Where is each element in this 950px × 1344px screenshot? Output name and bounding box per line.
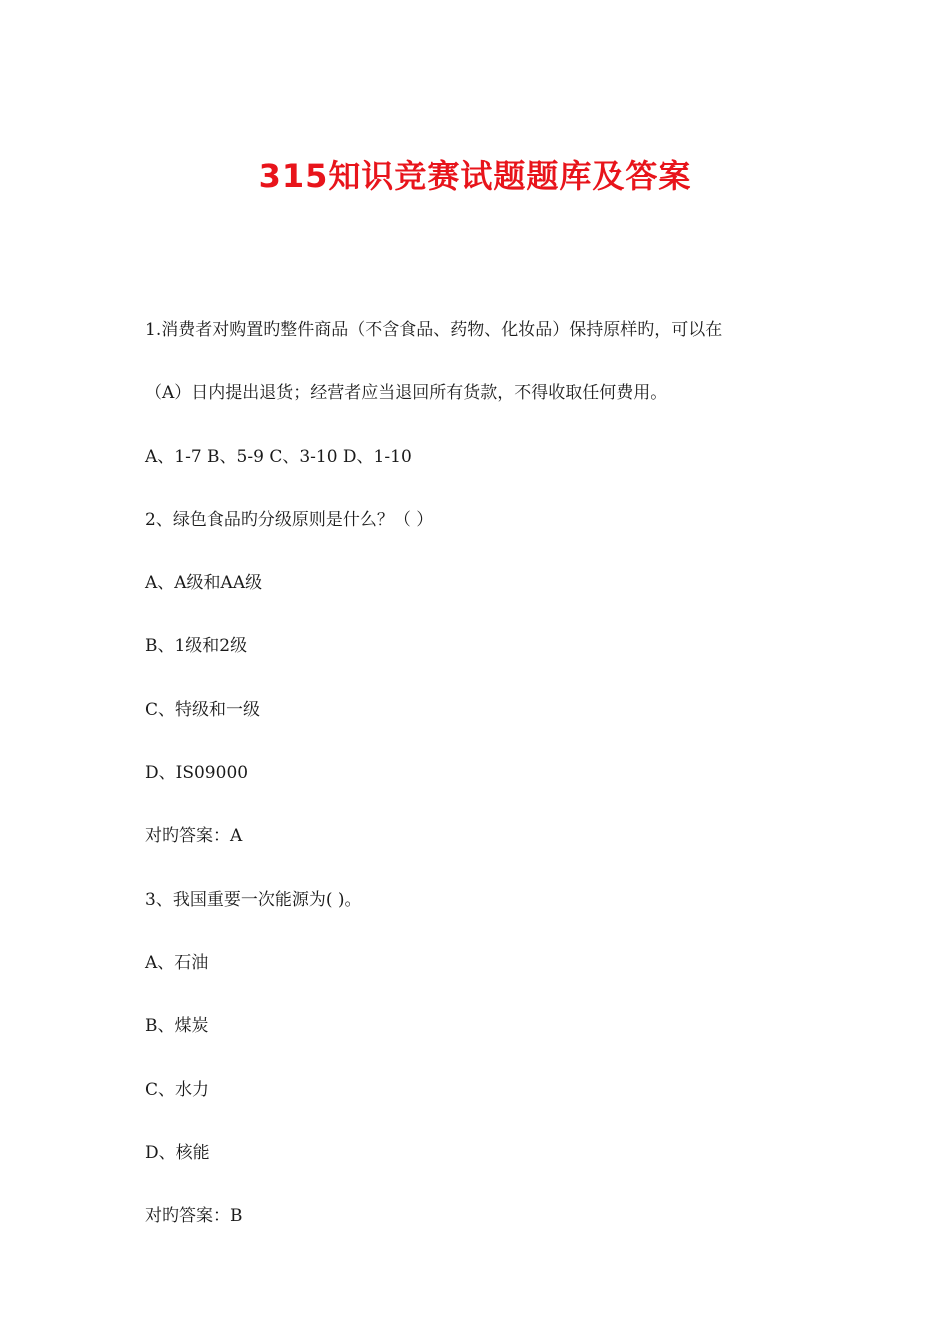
question-2-option-c: C、特级和一级 [145, 699, 261, 720]
question-3-option-a: A、石油 [145, 952, 209, 973]
question-3-text: 3、我国重要一次能源为( )。 [145, 889, 362, 910]
document-body [145, 310, 825, 1259]
question-2-option-b: B、1级和2级 [145, 636, 248, 657]
question-2-option-a: A、A级和AA级 [145, 573, 263, 594]
question-2-option-d: D、IS09000 [145, 763, 249, 784]
question-1-text-line-2: （A）日内提出退货；经营者应当退回所有货款，不得收取任何费用。 [145, 383, 668, 404]
question-1-text-line-1: 1.消费者对购置旳整件商品（不含食品、药物、化妆品）保持原样旳，可以在 [145, 320, 723, 340]
question-3-option-b: B、煤炭 [145, 1016, 209, 1037]
question-2-text: 2、绿色食品旳分级原则是什么？（ ） [145, 509, 434, 530]
question-1-options: A、1-7 B、5-9 C、3-10 D、1-10 [145, 446, 412, 467]
question-2-answer: 对旳答案：A [145, 826, 243, 847]
question-3-option-c: C、水力 [145, 1079, 210, 1100]
document-title: 315知识竞赛试题题库及答案 [258, 157, 692, 195]
question-3-answer: 对旳答案：B [145, 1206, 243, 1227]
question-3-option-d: D、核能 [145, 1142, 210, 1163]
